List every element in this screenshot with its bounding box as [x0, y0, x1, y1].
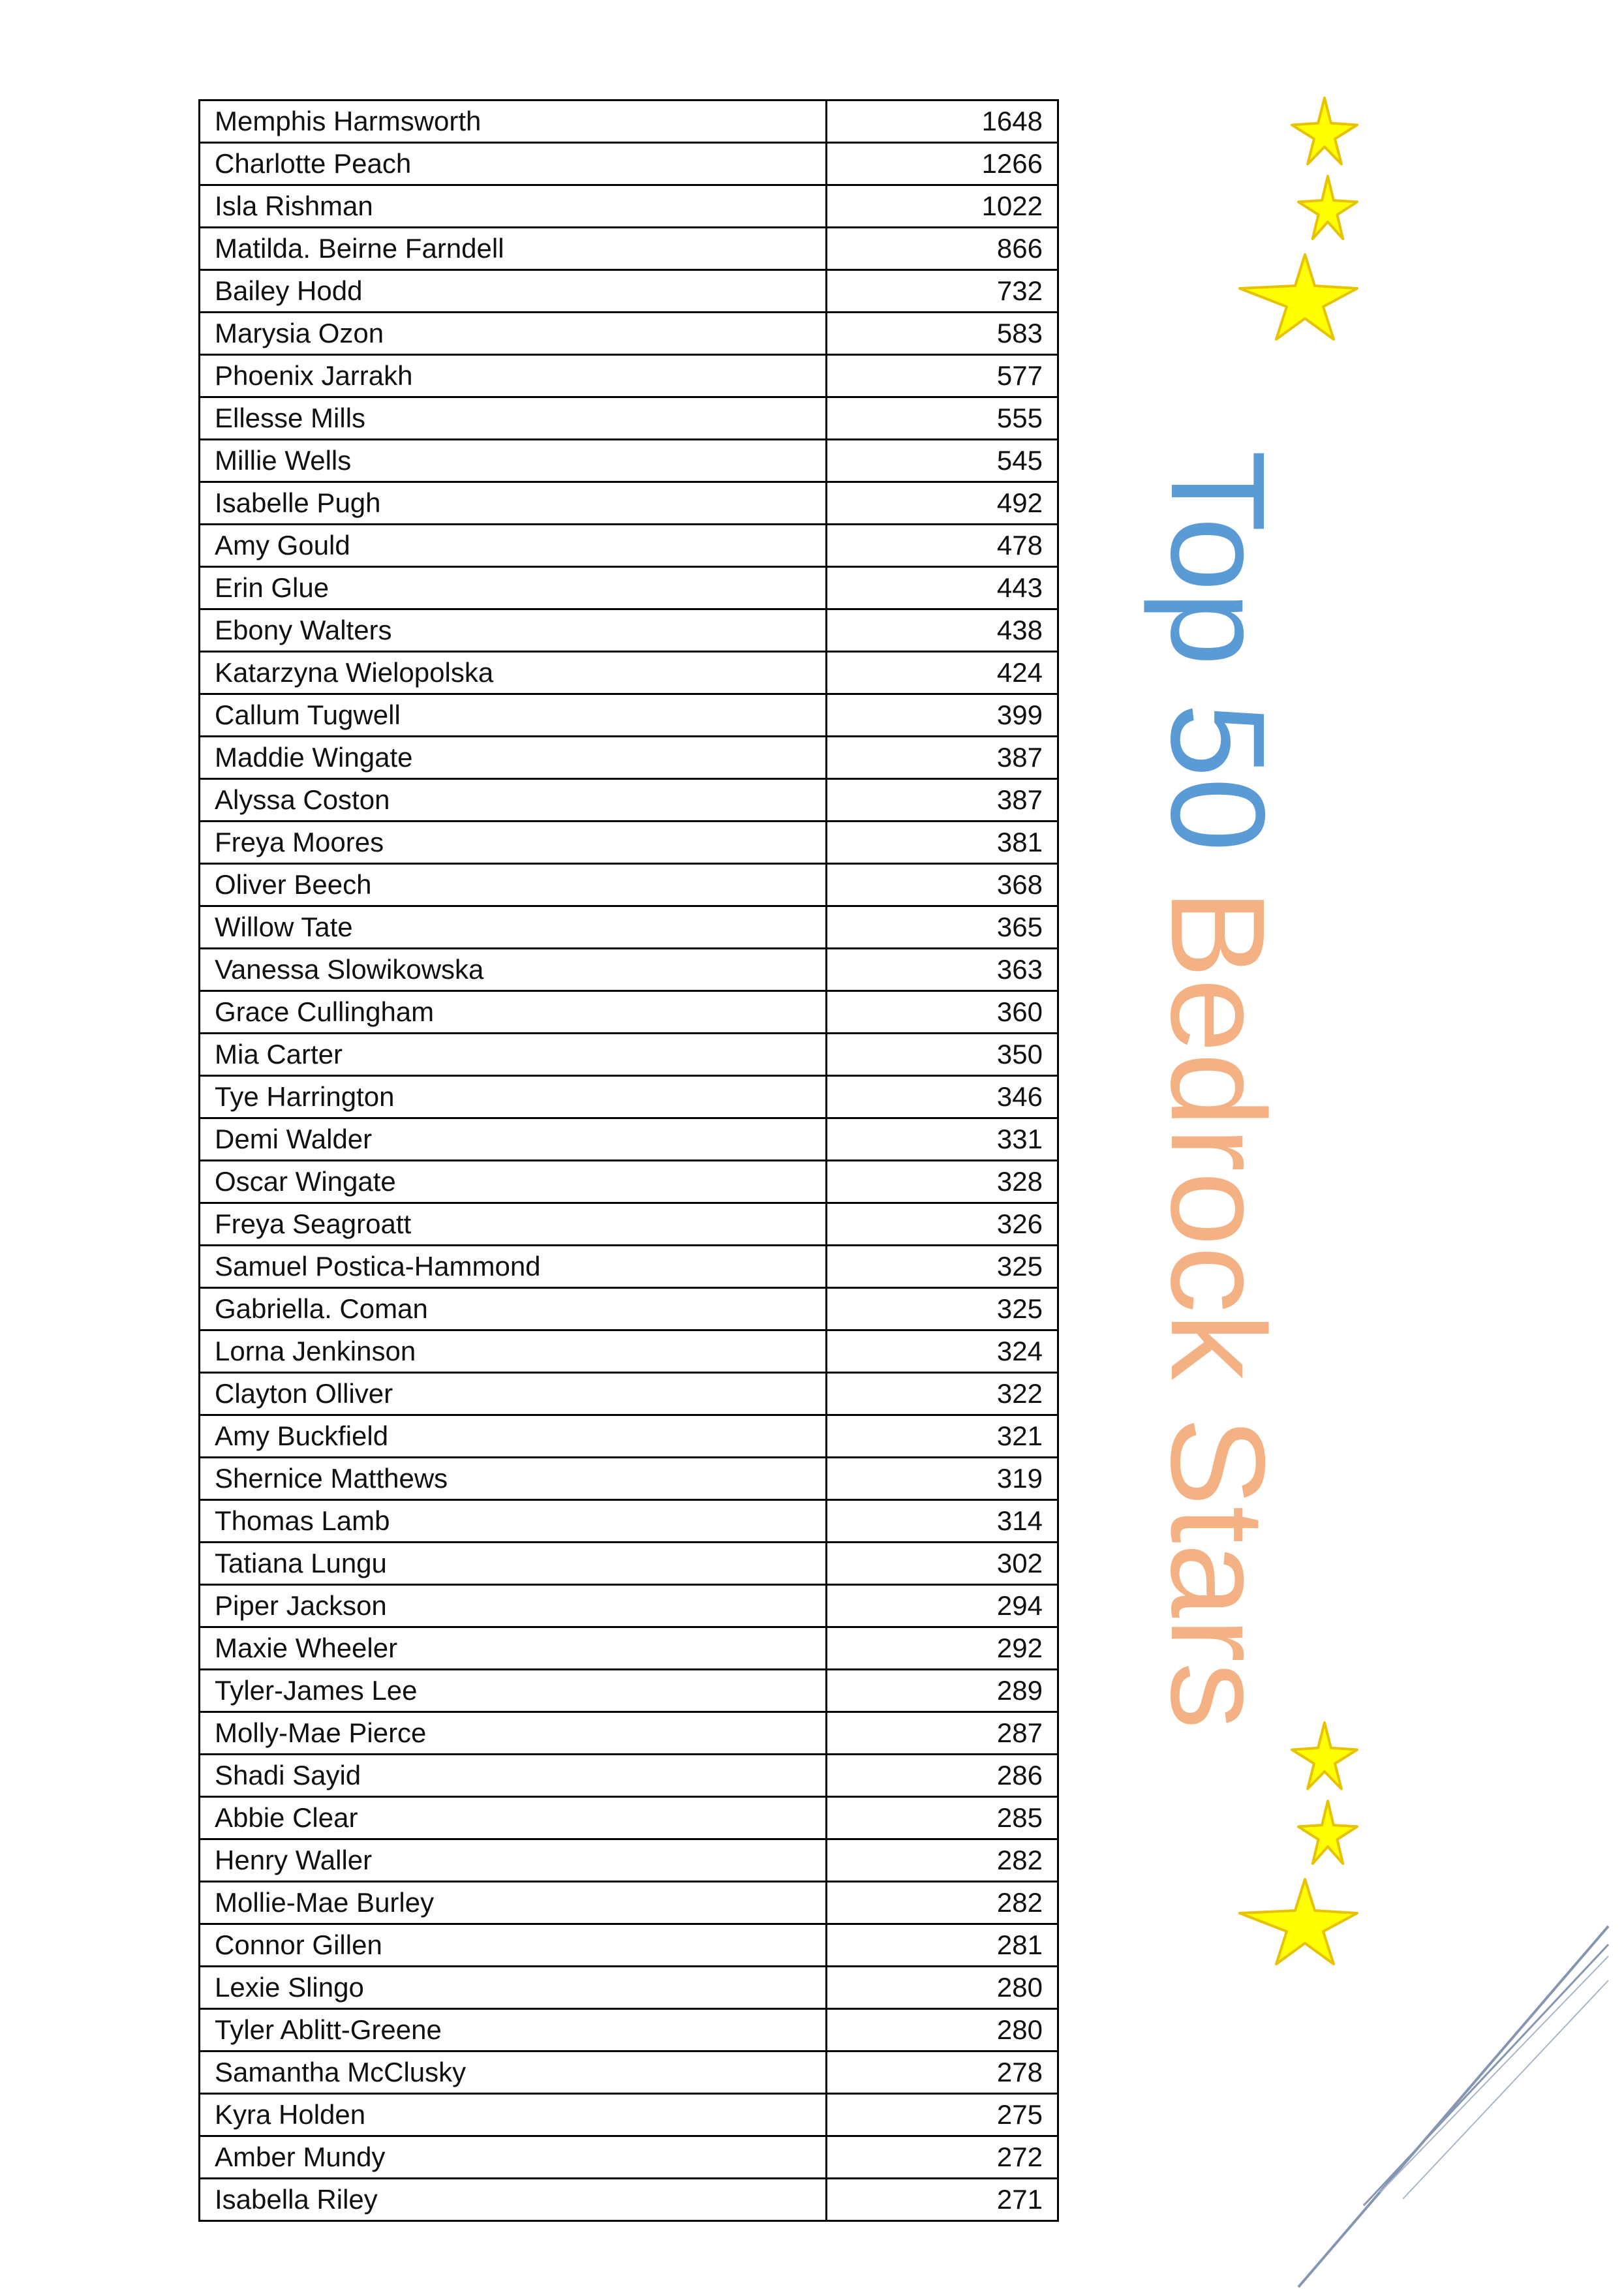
- table-row: [200, 228, 1058, 270]
- player-name: Clayton Olliver: [200, 1373, 827, 1415]
- player-score: 387: [827, 779, 1058, 822]
- table-row: [200, 737, 1058, 779]
- player-name: Lexie Slingo: [200, 1967, 827, 2009]
- leaderboard-table: [198, 99, 1059, 2222]
- player-name: Freya Moores: [200, 822, 827, 864]
- player-name: Grace Cullingham: [200, 991, 827, 1034]
- star-icon: [1298, 1801, 1357, 1864]
- table-row: [200, 1585, 1058, 1627]
- player-score: 866: [827, 228, 1058, 270]
- table-row: [200, 185, 1058, 228]
- player-name: Katarzyna Wielopolska: [200, 652, 827, 694]
- table-row: [200, 1161, 1058, 1203]
- table-row: [200, 2094, 1058, 2136]
- player-score: 326: [827, 1203, 1058, 1246]
- star-icon: [1292, 1723, 1357, 1789]
- player-score: 278: [827, 2051, 1058, 2094]
- player-score: 314: [827, 1500, 1058, 1543]
- title-top-50: Top 50: [1143, 450, 1293, 852]
- player-score: 331: [827, 1118, 1058, 1161]
- player-score: 271: [827, 2179, 1058, 2221]
- player-score: 363: [827, 949, 1058, 991]
- player-name: Lorna Jenkinson: [200, 1330, 827, 1373]
- star-icon: [1240, 254, 1357, 339]
- table-row: [200, 2051, 1058, 2094]
- title-bedrock-stars: Bedrock Stars: [1143, 889, 1293, 1729]
- player-name: Abbie Clear: [200, 1797, 827, 1839]
- player-name: Isabella Riley: [200, 2179, 827, 2221]
- player-score: 732: [827, 270, 1058, 313]
- player-score: 319: [827, 1458, 1058, 1500]
- player-score: 381: [827, 822, 1058, 864]
- player-score: 324: [827, 1330, 1058, 1373]
- player-score: 350: [827, 1034, 1058, 1076]
- table-row: [200, 694, 1058, 737]
- player-score: 302: [827, 1543, 1058, 1585]
- player-name: Millie Wells: [200, 440, 827, 482]
- player-score: 555: [827, 397, 1058, 440]
- player-name: Ebony Walters: [200, 609, 827, 652]
- table-row: [200, 355, 1058, 397]
- player-name: Gabriella. Coman: [200, 1288, 827, 1330]
- player-score: 545: [827, 440, 1058, 482]
- table-row: [200, 2179, 1058, 2221]
- player-score: 399: [827, 694, 1058, 737]
- player-name: Henry Waller: [200, 1839, 827, 1882]
- table-row: [200, 1076, 1058, 1118]
- player-score: 360: [827, 991, 1058, 1034]
- table-row: [200, 1118, 1058, 1161]
- table-row: [200, 1882, 1058, 1924]
- player-name: Piper Jackson: [200, 1585, 827, 1627]
- player-name: Memphis Harmsworth: [200, 100, 827, 143]
- table-row: [200, 2009, 1058, 2051]
- table-row: [200, 1670, 1058, 1712]
- player-score: 438: [827, 609, 1058, 652]
- player-score: 492: [827, 482, 1058, 525]
- table-row: [200, 143, 1058, 185]
- player-score: 1022: [827, 185, 1058, 228]
- table-row: [200, 949, 1058, 991]
- table-row: [200, 779, 1058, 822]
- player-score: 287: [827, 1712, 1058, 1755]
- player-name: Demi Walder: [200, 1118, 827, 1161]
- player-name: Amy Gould: [200, 525, 827, 567]
- table-row: [200, 482, 1058, 525]
- player-score: 294: [827, 1585, 1058, 1627]
- player-name: Molly-Mae Pierce: [200, 1712, 827, 1755]
- table-row: [200, 1627, 1058, 1670]
- star-icon: [1292, 98, 1357, 164]
- player-name: Isabelle Pugh: [200, 482, 827, 525]
- player-score: 424: [827, 652, 1058, 694]
- table-row: [200, 567, 1058, 609]
- player-name: Oliver Beech: [200, 864, 827, 906]
- player-name: Shernice Matthews: [200, 1458, 827, 1500]
- leaderboard-body: [200, 100, 1058, 2221]
- player-name: Phoenix Jarrakh: [200, 355, 827, 397]
- table-row: [200, 652, 1058, 694]
- player-name: Freya Seagroatt: [200, 1203, 827, 1246]
- table-row: [200, 609, 1058, 652]
- table-row: [200, 1203, 1058, 1246]
- player-name: Thomas Lamb: [200, 1500, 827, 1543]
- player-score: 281: [827, 1924, 1058, 1967]
- player-score: 280: [827, 1967, 1058, 2009]
- player-score: 289: [827, 1670, 1058, 1712]
- player-score: 292: [827, 1627, 1058, 1670]
- table-row: [200, 1373, 1058, 1415]
- player-name: Tyler-James Lee: [200, 1670, 827, 1712]
- table-row: [200, 1415, 1058, 1458]
- table-row: [200, 1755, 1058, 1797]
- player-score: 321: [827, 1415, 1058, 1458]
- player-name: Shadi Sayid: [200, 1755, 827, 1797]
- table-row: [200, 100, 1058, 143]
- player-score: 583: [827, 313, 1058, 355]
- player-name: Mollie-Mae Burley: [200, 1882, 827, 1924]
- player-score: 1648: [827, 100, 1058, 143]
- player-name: Callum Tugwell: [200, 694, 827, 737]
- player-score: 368: [827, 864, 1058, 906]
- player-name: Tye Harrington: [200, 1076, 827, 1118]
- table-row: [200, 1924, 1058, 1967]
- player-name: Samantha McClusky: [200, 2051, 827, 2094]
- player-score: 272: [827, 2136, 1058, 2179]
- table-row: [200, 1712, 1058, 1755]
- player-name: Matilda. Beirne Farndell: [200, 228, 827, 270]
- player-score: 577: [827, 355, 1058, 397]
- player-score: 325: [827, 1288, 1058, 1330]
- table-row: [200, 440, 1058, 482]
- player-score: 365: [827, 906, 1058, 949]
- player-name: Mia Carter: [200, 1034, 827, 1076]
- player-score: 387: [827, 737, 1058, 779]
- player-score: 282: [827, 1839, 1058, 1882]
- table-row: [200, 1330, 1058, 1373]
- table-row: [200, 313, 1058, 355]
- player-score: 286: [827, 1755, 1058, 1797]
- player-name: Marysia Ozon: [200, 313, 827, 355]
- table-row: [200, 1797, 1058, 1839]
- player-score: 443: [827, 567, 1058, 609]
- decorative-diagonal-lines: [1279, 1925, 1624, 2289]
- table-row: [200, 1034, 1058, 1076]
- player-score: 322: [827, 1373, 1058, 1415]
- player-name: Willow Tate: [200, 906, 827, 949]
- player-name: Ellesse Mills: [200, 397, 827, 440]
- player-name: Isla Rishman: [200, 185, 827, 228]
- player-name: Oscar Wingate: [200, 1161, 827, 1203]
- player-score: 346: [827, 1076, 1058, 1118]
- player-score: 285: [827, 1797, 1058, 1839]
- star-icon: [1298, 176, 1357, 239]
- player-name: Tyler Ablitt-Greene: [200, 2009, 827, 2051]
- table-row: [200, 906, 1058, 949]
- table-row: [200, 864, 1058, 906]
- player-name: Alyssa Coston: [200, 779, 827, 822]
- player-score: 280: [827, 2009, 1058, 2051]
- player-score: 328: [827, 1161, 1058, 1203]
- player-score: 478: [827, 525, 1058, 567]
- table-row: [200, 1543, 1058, 1585]
- player-name: Amy Buckfield: [200, 1415, 827, 1458]
- table-row: [200, 1839, 1058, 1882]
- star-cluster-top: [1227, 91, 1396, 398]
- player-score: 325: [827, 1246, 1058, 1288]
- player-name: Erin Glue: [200, 567, 827, 609]
- player-name: Bailey Hodd: [200, 270, 827, 313]
- player-name: Samuel Postica-Hammond: [200, 1246, 827, 1288]
- table-row: [200, 822, 1058, 864]
- player-name: Connor Gillen: [200, 1924, 827, 1967]
- table-row: [200, 525, 1058, 567]
- player-name: Maxie Wheeler: [200, 1627, 827, 1670]
- player-name: Amber Mundy: [200, 2136, 827, 2179]
- table-row: [200, 1967, 1058, 2009]
- player-name: Vanessa Slowikowska: [200, 949, 827, 991]
- player-name: Tatiana Lungu: [200, 1543, 827, 1585]
- table-row: [200, 270, 1058, 313]
- player-name: Maddie Wingate: [200, 737, 827, 779]
- table-row: [200, 1246, 1058, 1288]
- player-score: 282: [827, 1882, 1058, 1924]
- table-row: [200, 2136, 1058, 2179]
- page-title: [1143, 450, 1293, 1729]
- table-row: [200, 1288, 1058, 1330]
- table-row: [200, 991, 1058, 1034]
- table-row: [200, 397, 1058, 440]
- player-name: Charlotte Peach: [200, 143, 827, 185]
- table-row: [200, 1500, 1058, 1543]
- table-row: [200, 1458, 1058, 1500]
- player-name: Kyra Holden: [200, 2094, 827, 2136]
- player-score: 275: [827, 2094, 1058, 2136]
- player-score: 1266: [827, 143, 1058, 185]
